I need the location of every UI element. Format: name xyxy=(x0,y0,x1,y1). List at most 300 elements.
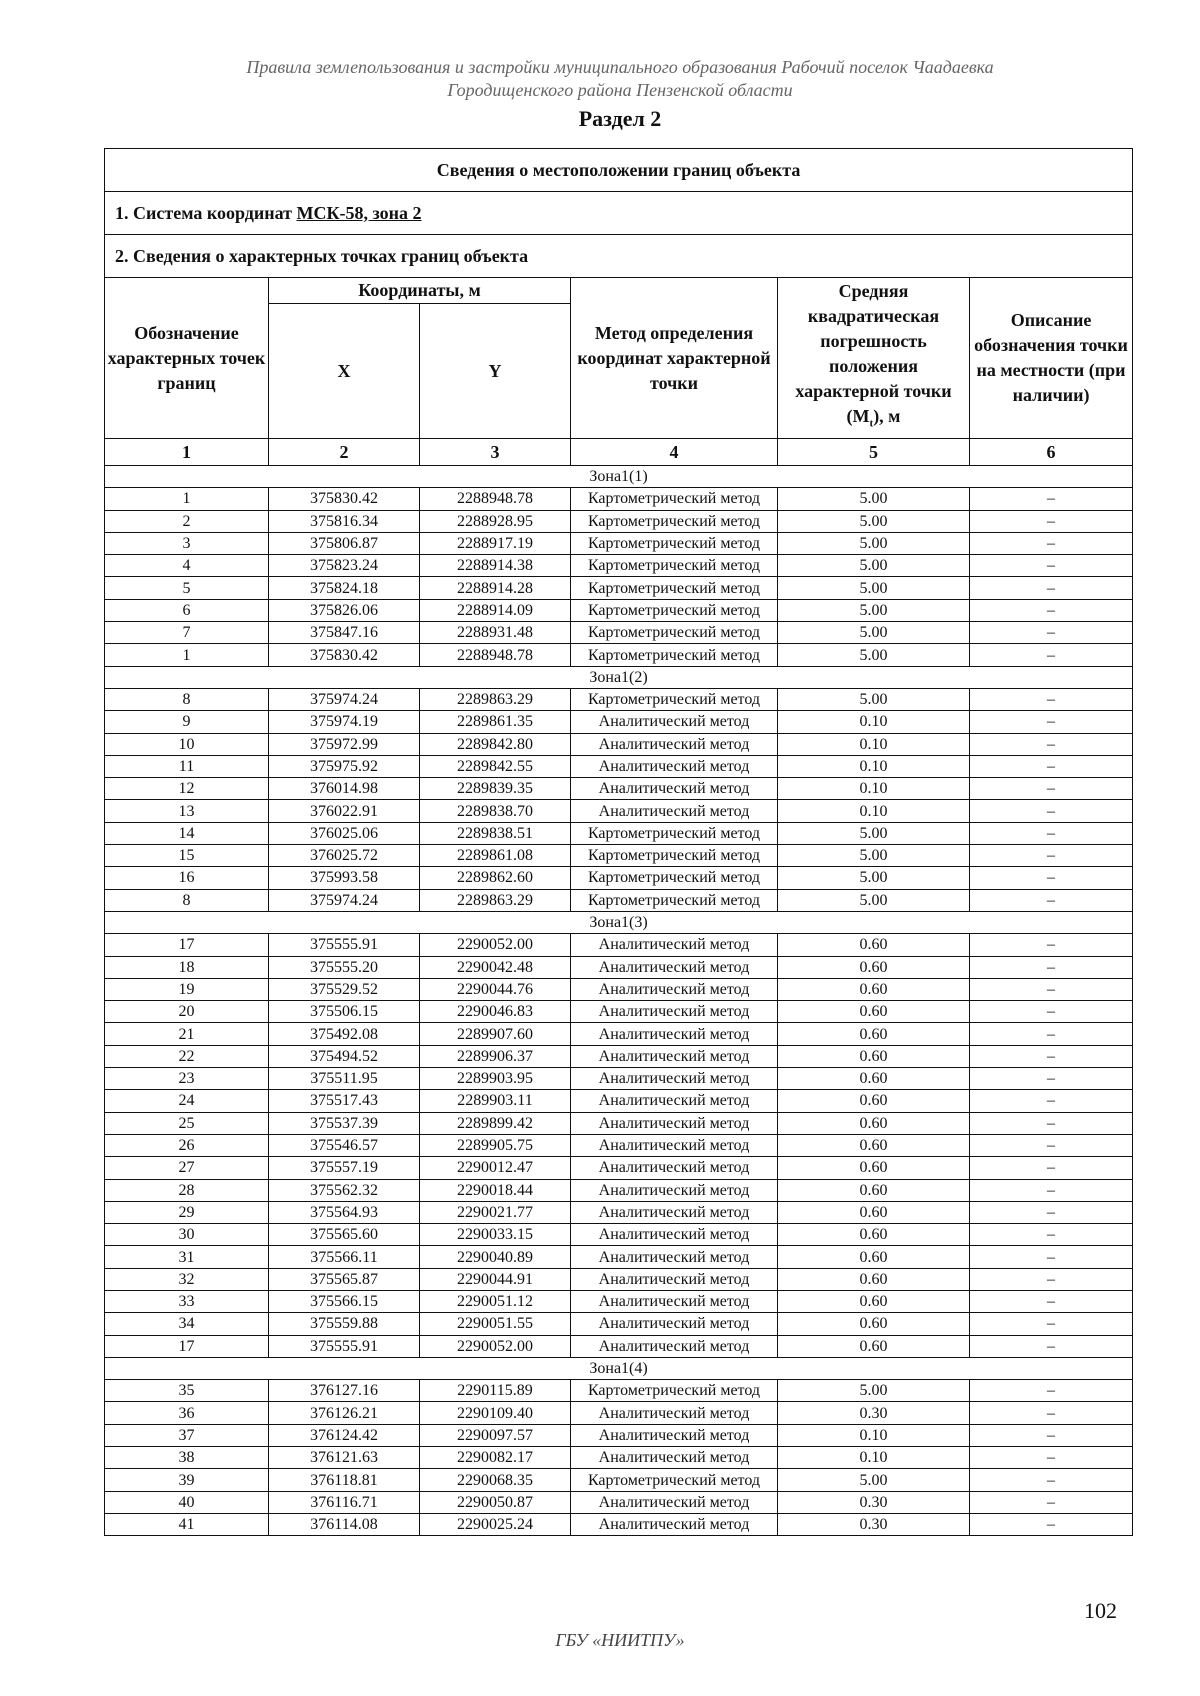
coord-x-cell: 375557.19 xyxy=(269,1157,420,1179)
coord-y-cell: 2290082.17 xyxy=(420,1447,571,1469)
table-row xyxy=(105,688,1133,710)
point-id-cell: 13 xyxy=(105,800,269,822)
coord-y-cell: 2290042.48 xyxy=(420,956,571,978)
header-description: Описание обозначения точки на местности (при наличии) xyxy=(970,278,1133,439)
table-row xyxy=(105,956,1133,978)
coord-x-cell: 375537.39 xyxy=(269,1112,420,1134)
coord-y-cell: 2290115.89 xyxy=(420,1380,571,1402)
table-row xyxy=(105,1290,1133,1312)
description-cell: – xyxy=(970,1469,1133,1491)
coord-x-cell: 375555.91 xyxy=(269,934,420,956)
point-id-cell: 8 xyxy=(105,889,269,911)
coord-y-cell: 2289899.42 xyxy=(420,1112,571,1134)
table-row xyxy=(105,800,1133,822)
method-cell: Картометрический метод xyxy=(571,1469,778,1491)
point-id-cell: 17 xyxy=(105,934,269,956)
table-row xyxy=(105,599,1133,621)
section-title: Раздел 2 xyxy=(578,106,662,131)
method-cell: Картометрический метод xyxy=(571,688,778,710)
column-number: 6 xyxy=(970,439,1133,466)
coord-y-cell: 2290018.44 xyxy=(420,1179,571,1201)
coord-y-cell: 2288928.95 xyxy=(420,510,571,532)
point-id-cell: 38 xyxy=(105,1447,269,1469)
coord-x-cell: 375565.60 xyxy=(269,1224,420,1246)
method-cell: Картометрический метод xyxy=(571,644,778,666)
error-value-cell: 0.10 xyxy=(778,1447,970,1469)
point-id-cell: 12 xyxy=(105,778,269,800)
zone-label: Зона1(2) xyxy=(105,666,1133,688)
description-cell: – xyxy=(970,1157,1133,1179)
table-row xyxy=(105,1112,1133,1134)
method-cell: Аналитический метод xyxy=(571,1090,778,1112)
coord-x-cell: 375847.16 xyxy=(269,622,420,644)
error-value-cell: 5.00 xyxy=(778,1469,970,1491)
point-id-cell: 6 xyxy=(105,599,269,621)
table-row xyxy=(105,1001,1133,1023)
method-cell: Картометрический метод xyxy=(571,488,778,510)
method-cell: Аналитический метод xyxy=(571,1068,778,1090)
coord-y-cell: 2289903.95 xyxy=(420,1068,571,1090)
coord-x-cell: 375974.24 xyxy=(269,889,420,911)
method-cell: Картометрический метод xyxy=(571,510,778,532)
error-value-cell: 0.10 xyxy=(778,733,970,755)
error-value-cell: 0.60 xyxy=(778,1112,970,1134)
coord-y-cell: 2290021.77 xyxy=(420,1201,571,1223)
header-coords: Координаты, м xyxy=(269,278,571,304)
coord-x-cell: 376127.16 xyxy=(269,1380,420,1402)
coord-x-cell: 375826.06 xyxy=(269,599,420,621)
description-cell: – xyxy=(970,644,1133,666)
table-row xyxy=(105,1090,1133,1112)
description-cell: – xyxy=(970,867,1133,889)
method-cell: Картометрический метод xyxy=(571,867,778,889)
point-id-cell: 17 xyxy=(105,1335,269,1357)
coord-x-cell: 375972.99 xyxy=(269,733,420,755)
point-id-cell: 23 xyxy=(105,1068,269,1090)
method-cell: Аналитический метод xyxy=(571,1001,778,1023)
table-row xyxy=(105,488,1133,510)
description-cell: – xyxy=(970,1424,1133,1446)
header-line-1: Правила землепользования и застройки муниципального образования Рабочий поселок Чаадаевка xyxy=(246,57,994,77)
method-cell: Картометрический метод xyxy=(571,889,778,911)
point-id-cell: 15 xyxy=(105,845,269,867)
table-row xyxy=(105,1157,1133,1179)
method-cell: Картометрический метод xyxy=(571,599,778,621)
description-cell: – xyxy=(970,889,1133,911)
description-cell: – xyxy=(970,1447,1133,1469)
coord-x-cell: 375823.24 xyxy=(269,555,420,577)
coord-y-cell: 2288914.38 xyxy=(420,555,571,577)
method-cell: Аналитический метод xyxy=(571,978,778,1000)
coord-x-cell: 375506.15 xyxy=(269,1001,420,1023)
point-id-cell: 26 xyxy=(105,1134,269,1156)
point-id-cell: 19 xyxy=(105,978,269,1000)
header-y: Y xyxy=(420,304,571,439)
coord-y-cell: 2290044.91 xyxy=(420,1268,571,1290)
description-cell: – xyxy=(970,622,1133,644)
error-value-cell: 0.30 xyxy=(778,1402,970,1424)
error-value-cell: 5.00 xyxy=(778,822,970,844)
method-cell: Аналитический метод xyxy=(571,1112,778,1134)
method-cell: Аналитический метод xyxy=(571,1447,778,1469)
coord-y-cell: 2288948.78 xyxy=(420,488,571,510)
method-cell: Аналитический метод xyxy=(571,1246,778,1268)
coord-x-cell: 375511.95 xyxy=(269,1068,420,1090)
table-row xyxy=(105,644,1133,666)
coord-y-cell: 2290012.47 xyxy=(420,1157,571,1179)
header-x: X xyxy=(269,304,420,439)
coord-x-cell: 375566.11 xyxy=(269,1246,420,1268)
method-cell: Картометрический метод xyxy=(571,577,778,599)
error-value-cell: 0.60 xyxy=(778,1045,970,1067)
coord-y-cell: 2289838.51 xyxy=(420,822,571,844)
coord-x-cell: 376025.72 xyxy=(269,845,420,867)
description-cell: – xyxy=(970,1045,1133,1067)
coord-x-cell: 376116.71 xyxy=(269,1491,420,1513)
zone-row xyxy=(105,466,1133,488)
error-value-cell: 0.60 xyxy=(778,1290,970,1312)
point-id-cell: 34 xyxy=(105,1313,269,1335)
document-footer: ГБУ «НИИТПУ» xyxy=(555,1630,685,1650)
coord-x-cell: 376114.08 xyxy=(269,1513,420,1535)
point-id-cell: 33 xyxy=(105,1290,269,1312)
coord-x-cell: 375494.52 xyxy=(269,1045,420,1067)
method-cell: Аналитический метод xyxy=(571,1157,778,1179)
error-value-cell: 5.00 xyxy=(778,845,970,867)
coord-x-cell: 375566.15 xyxy=(269,1290,420,1312)
point-id-cell: 1 xyxy=(105,644,269,666)
table-row xyxy=(105,510,1133,532)
method-cell: Аналитический метод xyxy=(571,1179,778,1201)
method-cell: Картометрический метод xyxy=(571,555,778,577)
coord-y-cell: 2289863.29 xyxy=(420,889,571,911)
method-cell: Аналитический метод xyxy=(571,733,778,755)
error-value-cell: 0.10 xyxy=(778,755,970,777)
method-cell: Аналитический метод xyxy=(571,800,778,822)
method-cell: Картометрический метод xyxy=(571,532,778,554)
error-value-cell: 0.10 xyxy=(778,711,970,733)
boundary-points-table xyxy=(104,148,1133,1536)
point-id-cell: 32 xyxy=(105,1268,269,1290)
method-cell: Аналитический метод xyxy=(571,778,778,800)
error-value-cell: 5.00 xyxy=(778,867,970,889)
description-cell: – xyxy=(970,1290,1133,1312)
error-value-cell: 0.60 xyxy=(778,1090,970,1112)
coord-y-cell: 2290050.87 xyxy=(420,1491,571,1513)
zone-label: Зона1(3) xyxy=(105,911,1133,933)
coord-x-cell: 375824.18 xyxy=(269,577,420,599)
table-row xyxy=(105,778,1133,800)
description-cell: – xyxy=(970,934,1133,956)
point-id-cell: 5 xyxy=(105,577,269,599)
point-id-cell: 22 xyxy=(105,1045,269,1067)
coord-x-cell: 375806.87 xyxy=(269,532,420,554)
coord-x-cell: 375564.93 xyxy=(269,1201,420,1223)
coord-x-cell: 376025.06 xyxy=(269,822,420,844)
method-cell: Аналитический метод xyxy=(571,934,778,956)
point-id-cell: 11 xyxy=(105,755,269,777)
table-row xyxy=(105,1469,1133,1491)
table-row xyxy=(105,1201,1133,1223)
description-cell: – xyxy=(970,532,1133,554)
table-row xyxy=(105,1068,1133,1090)
method-cell: Аналитический метод xyxy=(571,1513,778,1535)
coord-x-cell: 376014.98 xyxy=(269,778,420,800)
description-cell: – xyxy=(970,1380,1133,1402)
point-id-cell: 27 xyxy=(105,1157,269,1179)
method-cell: Аналитический метод xyxy=(571,1424,778,1446)
coord-y-cell: 2288914.28 xyxy=(420,577,571,599)
description-cell: – xyxy=(970,1513,1133,1535)
coord-y-cell: 2290040.89 xyxy=(420,1246,571,1268)
table-row xyxy=(105,555,1133,577)
error-value-cell: 5.00 xyxy=(778,532,970,554)
point-id-cell: 21 xyxy=(105,1023,269,1045)
error-value-cell: 0.60 xyxy=(778,1068,970,1090)
table-row xyxy=(105,532,1133,554)
column-number: 5 xyxy=(778,439,970,466)
error-value-cell: 0.10 xyxy=(778,800,970,822)
coord-x-cell: 375565.87 xyxy=(269,1268,420,1290)
method-cell: Аналитический метод xyxy=(571,1268,778,1290)
description-cell: – xyxy=(970,822,1133,844)
table-row xyxy=(105,1268,1133,1290)
coord-x-cell: 375559.88 xyxy=(269,1313,420,1335)
point-id-cell: 30 xyxy=(105,1224,269,1246)
table-row xyxy=(105,1023,1133,1045)
error-value-cell: 0.60 xyxy=(778,1224,970,1246)
point-id-cell: 16 xyxy=(105,867,269,889)
coord-x-cell: 375555.91 xyxy=(269,1335,420,1357)
header-point: Обозначение характерных точек границ xyxy=(105,278,269,439)
table-row xyxy=(105,1134,1133,1156)
point-id-cell: 40 xyxy=(105,1491,269,1513)
coord-x-cell: 375517.43 xyxy=(269,1090,420,1112)
table-row xyxy=(105,978,1133,1000)
points-section-title: 2. Сведения о характерных точках границ объекта xyxy=(105,235,1133,278)
table-row xyxy=(105,1424,1133,1446)
error-value-cell: 5.00 xyxy=(778,577,970,599)
coord-x-cell: 375529.52 xyxy=(269,978,420,1000)
method-cell: Картометрический метод xyxy=(571,1380,778,1402)
coord-y-cell: 2289842.55 xyxy=(420,755,571,777)
method-cell: Аналитический метод xyxy=(571,1290,778,1312)
description-cell: – xyxy=(970,1491,1133,1513)
coord-y-cell: 2288948.78 xyxy=(420,644,571,666)
error-value-cell: 0.60 xyxy=(778,1023,970,1045)
coord-y-cell: 2288931.48 xyxy=(420,622,571,644)
description-cell: – xyxy=(970,555,1133,577)
error-value-cell: 0.60 xyxy=(778,1313,970,1335)
table-row xyxy=(105,889,1133,911)
description-cell: – xyxy=(970,978,1133,1000)
point-id-cell: 4 xyxy=(105,555,269,577)
table-row xyxy=(105,1246,1133,1268)
table-row xyxy=(105,1491,1133,1513)
table-row xyxy=(105,845,1133,867)
method-cell: Аналитический метод xyxy=(571,1023,778,1045)
coord-x-cell: 376126.21 xyxy=(269,1402,420,1424)
description-cell: – xyxy=(970,1179,1133,1201)
error-value-cell: 5.00 xyxy=(778,488,970,510)
coord-y-cell: 2290046.83 xyxy=(420,1001,571,1023)
description-cell: – xyxy=(970,1268,1133,1290)
coord-x-cell: 375975.92 xyxy=(269,755,420,777)
point-id-cell: 41 xyxy=(105,1513,269,1535)
point-id-cell: 2 xyxy=(105,510,269,532)
column-number: 4 xyxy=(571,439,778,466)
error-value-cell: 0.60 xyxy=(778,1179,970,1201)
table-row xyxy=(105,934,1133,956)
description-cell: – xyxy=(970,510,1133,532)
document-header xyxy=(0,56,1200,102)
point-id-cell: 7 xyxy=(105,622,269,644)
coord-x-cell: 375816.34 xyxy=(269,510,420,532)
coordinate-system-value: МСК-58, зона 2 xyxy=(296,202,422,223)
error-value-cell: 0.10 xyxy=(778,778,970,800)
coord-x-cell: 375830.42 xyxy=(269,488,420,510)
description-cell: – xyxy=(970,1246,1133,1268)
coordinate-system-row xyxy=(105,192,1133,235)
method-cell: Аналитический метод xyxy=(571,1134,778,1156)
description-cell: – xyxy=(970,1134,1133,1156)
description-cell: – xyxy=(970,1023,1133,1045)
coord-y-cell: 2289903.11 xyxy=(420,1090,571,1112)
coord-y-cell: 2290051.12 xyxy=(420,1290,571,1312)
table-row xyxy=(105,755,1133,777)
point-id-cell: 36 xyxy=(105,1402,269,1424)
table-row xyxy=(105,1045,1133,1067)
description-cell: – xyxy=(970,1224,1133,1246)
zone-label: Зона1(1) xyxy=(105,466,1133,488)
page-number: 102 xyxy=(1084,1598,1117,1623)
coord-x-cell: 375555.20 xyxy=(269,956,420,978)
error-value-cell: 5.00 xyxy=(778,555,970,577)
point-id-cell: 8 xyxy=(105,688,269,710)
coord-x-cell: 376121.63 xyxy=(269,1447,420,1469)
coord-y-cell: 2289839.35 xyxy=(420,778,571,800)
zone-row xyxy=(105,666,1133,688)
description-cell: – xyxy=(970,800,1133,822)
table-row xyxy=(105,711,1133,733)
coord-y-cell: 2289861.08 xyxy=(420,845,571,867)
error-value-cell: 0.60 xyxy=(778,1134,970,1156)
table-row xyxy=(105,1313,1133,1335)
method-cell: Аналитический метод xyxy=(571,711,778,733)
coord-y-cell: 2290051.55 xyxy=(420,1313,571,1335)
coord-y-cell: 2289905.75 xyxy=(420,1134,571,1156)
method-cell: Картометрический метод xyxy=(571,845,778,867)
table-row xyxy=(105,577,1133,599)
coord-y-cell: 2290025.24 xyxy=(420,1513,571,1535)
method-cell: Аналитический метод xyxy=(571,1491,778,1513)
table-row xyxy=(105,1380,1133,1402)
coord-y-cell: 2289907.60 xyxy=(420,1023,571,1045)
header-method: Метод определения координат характерной точки xyxy=(571,278,778,439)
column-number: 1 xyxy=(105,439,269,466)
point-id-cell: 25 xyxy=(105,1112,269,1134)
method-cell: Аналитический метод xyxy=(571,1313,778,1335)
point-id-cell: 10 xyxy=(105,733,269,755)
point-id-cell: 1 xyxy=(105,488,269,510)
description-cell: – xyxy=(970,1201,1133,1223)
error-value-cell: 0.60 xyxy=(778,1201,970,1223)
point-id-cell: 14 xyxy=(105,822,269,844)
table-row xyxy=(105,867,1133,889)
coord-y-cell: 2290109.40 xyxy=(420,1402,571,1424)
column-number: 3 xyxy=(420,439,571,466)
table-row xyxy=(105,1402,1133,1424)
coord-x-cell: 375993.58 xyxy=(269,867,420,889)
coord-x-cell: 375830.42 xyxy=(269,644,420,666)
error-value-cell: 5.00 xyxy=(778,1380,970,1402)
point-id-cell: 29 xyxy=(105,1201,269,1223)
method-cell: Картометрический метод xyxy=(571,822,778,844)
coord-y-cell: 2289863.29 xyxy=(420,688,571,710)
method-cell: Аналитический метод xyxy=(571,1045,778,1067)
table-row xyxy=(105,733,1133,755)
method-cell: Аналитический метод xyxy=(571,1224,778,1246)
error-value-cell: 5.00 xyxy=(778,688,970,710)
method-cell: Аналитический метод xyxy=(571,1335,778,1357)
error-value-cell: 0.10 xyxy=(778,1424,970,1446)
point-id-cell: 3 xyxy=(105,532,269,554)
error-value-cell: 0.30 xyxy=(778,1513,970,1535)
coord-x-cell: 376124.42 xyxy=(269,1424,420,1446)
coord-y-cell: 2289842.80 xyxy=(420,733,571,755)
point-id-cell: 31 xyxy=(105,1246,269,1268)
table-row xyxy=(105,1447,1133,1469)
error-value-cell: 5.00 xyxy=(778,644,970,666)
method-cell: Аналитический метод xyxy=(571,1201,778,1223)
description-cell: – xyxy=(970,1313,1133,1335)
point-id-cell: 24 xyxy=(105,1090,269,1112)
error-value-cell: 0.60 xyxy=(778,1001,970,1023)
description-cell: – xyxy=(970,755,1133,777)
error-value-cell: 0.60 xyxy=(778,1246,970,1268)
point-id-cell: 35 xyxy=(105,1380,269,1402)
description-cell: – xyxy=(970,956,1133,978)
table-row xyxy=(105,822,1133,844)
coord-x-cell: 375974.19 xyxy=(269,711,420,733)
coord-y-cell: 2288914.09 xyxy=(420,599,571,621)
table-row xyxy=(105,622,1133,644)
error-value-cell: 0.30 xyxy=(778,1491,970,1513)
coord-y-cell: 2289861.35 xyxy=(420,711,571,733)
description-cell: – xyxy=(970,1068,1133,1090)
coord-y-cell: 2290033.15 xyxy=(420,1224,571,1246)
point-id-cell: 9 xyxy=(105,711,269,733)
coord-x-cell: 376022.91 xyxy=(269,800,420,822)
coord-y-cell: 2288917.19 xyxy=(420,532,571,554)
description-cell: – xyxy=(970,1001,1133,1023)
zone-label: Зона1(4) xyxy=(105,1357,1133,1379)
method-cell: Аналитический метод xyxy=(571,1402,778,1424)
table-row xyxy=(105,1513,1133,1535)
description-cell: – xyxy=(970,1335,1133,1357)
method-cell: Картометрический метод xyxy=(571,622,778,644)
header-error: Средняя квадратическая погрешность положения характерной точки $(M_t)$, м xyxy=(778,278,970,439)
description-cell: – xyxy=(970,1112,1133,1134)
error-value-cell: 5.00 xyxy=(778,889,970,911)
coord-y-cell: 2289838.70 xyxy=(420,800,571,822)
error-value-cell: 0.60 xyxy=(778,978,970,1000)
method-cell: Аналитический метод xyxy=(571,755,778,777)
error-value-cell: 0.60 xyxy=(778,1268,970,1290)
coord-y-cell: 2290052.00 xyxy=(420,934,571,956)
coord-y-cell: 2290068.35 xyxy=(420,1469,571,1491)
table-row xyxy=(105,1335,1133,1357)
